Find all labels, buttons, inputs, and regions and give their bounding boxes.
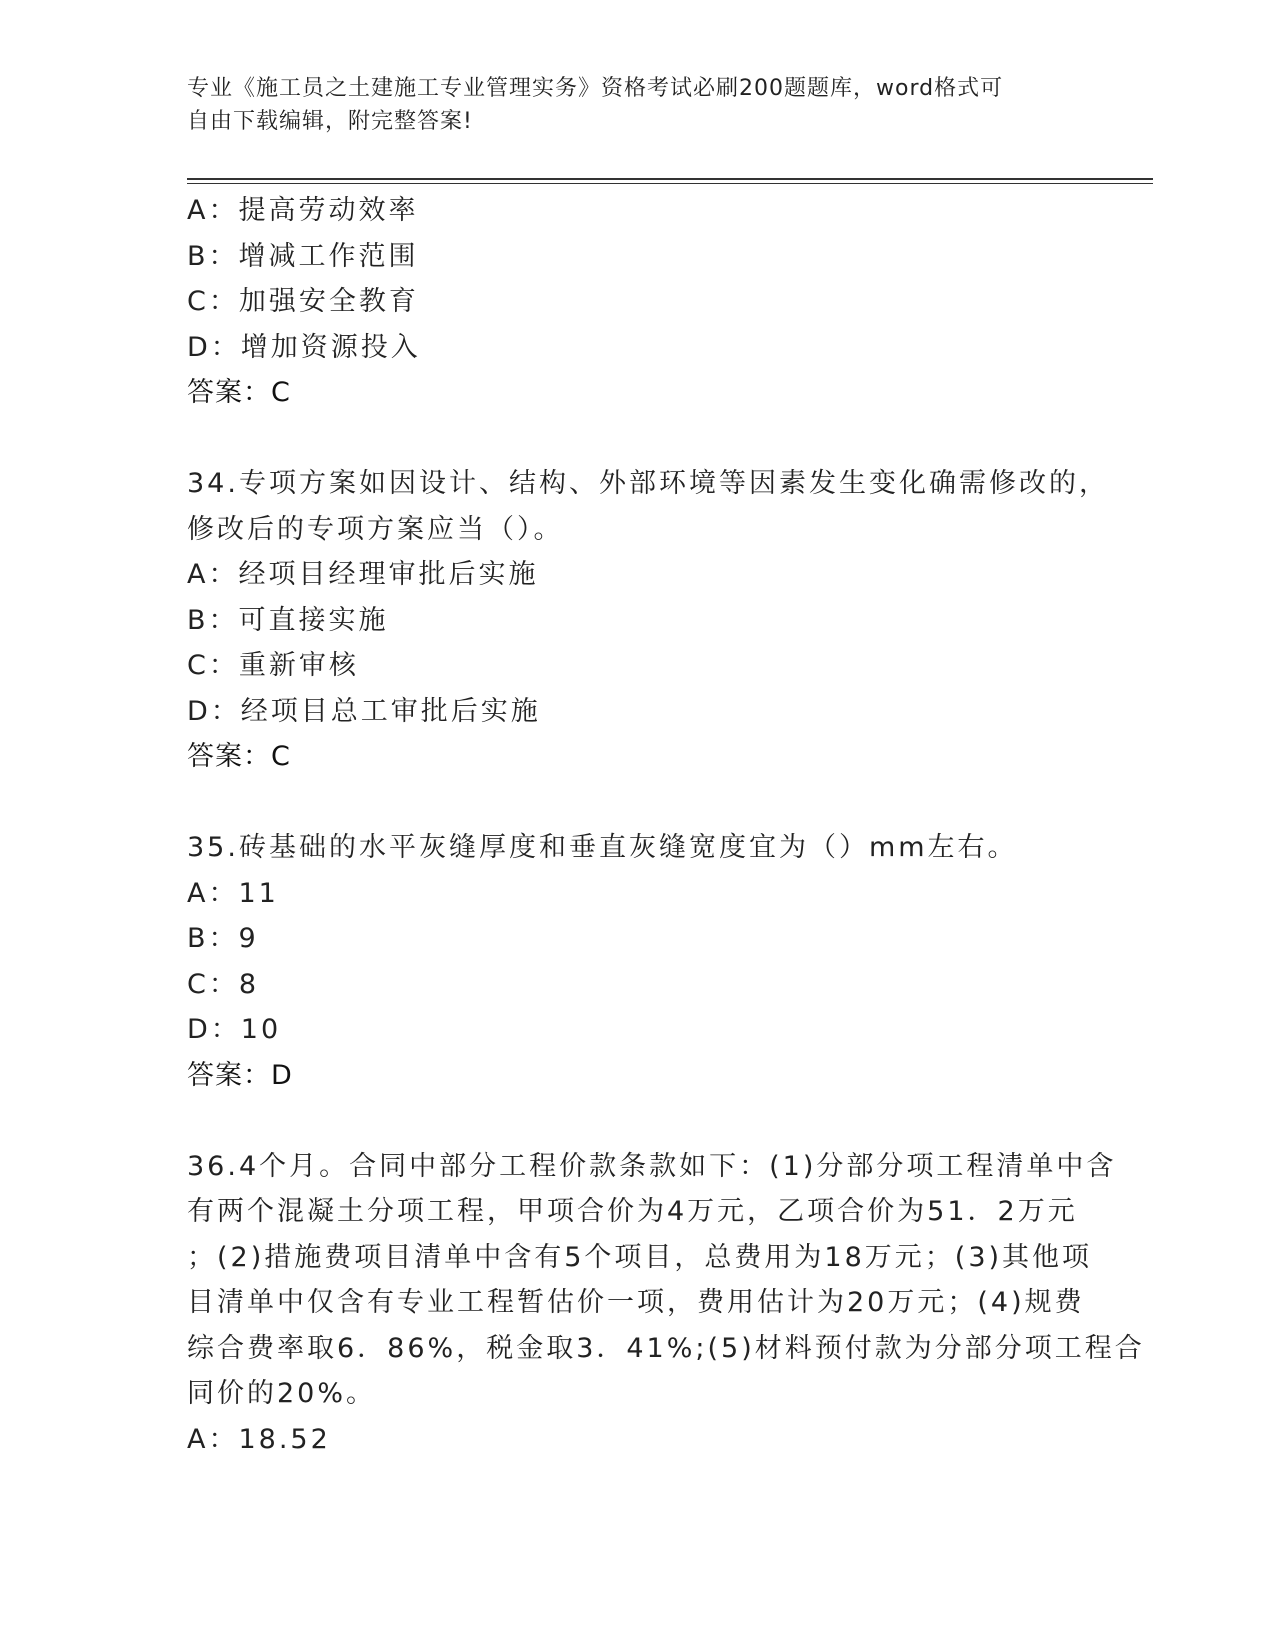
option-c: C：加强安全教育 [187, 286, 419, 317]
answer-label: 答案：C [187, 377, 291, 408]
option-a: A：经项目经理审批后实施 [187, 559, 539, 590]
option-a: A：提高劳动效率 [187, 195, 419, 226]
header-rule-thick [187, 178, 1153, 180]
question-stem-line: 综合费率取6．86%，税金取3．41%;(5)材料预付款为分部分项工程合 [187, 1332, 1145, 1364]
answer-label: 答案：C [187, 741, 291, 772]
option-b: B：增减工作范围 [187, 240, 419, 272]
header-title-line-1: 专业《施工员之土建施工专业管理实务》资格考试必刷200题题库，word格式可 [187, 76, 1004, 101]
question-34 [187, 461, 1109, 780]
question-stem-line: 35.砖基础的水平灰缝厚度和垂直灰缝宽度宜为（）mm左右。 [187, 832, 1018, 863]
spacer [187, 780, 1087, 826]
header-title-line-2: 自由下载编辑，附完整答案! [187, 109, 473, 134]
spacer [187, 416, 1087, 462]
header-rule-thin [187, 183, 1153, 184]
question-stem-line: 有两个混凝土分项工程，甲项合价为4万元，乙项合价为51．2万元 [187, 1196, 1078, 1227]
question-stem-line: 同价的20%。 [187, 1378, 377, 1409]
question-35 [187, 825, 1087, 1098]
document-header [187, 72, 1087, 138]
question-stem-line: 36.4个月。合同中部分工程价款条款如下：(1)分部分项工程清单中含 [187, 1150, 1117, 1182]
answer-label: 答案：D [187, 1059, 293, 1091]
question-stem-line: 修改后的专项方案应当（）。 [187, 513, 564, 545]
question-stem-line: 目清单中仅含有专业工程暂估价一项，费用估计为20万元；(4)规费 [187, 1287, 1085, 1318]
question-stem-line: ；(2)措施费项目清单中含有5个项目，总费用为18万元；(3)其他项 [187, 1241, 1093, 1273]
option-a: A：11 [187, 877, 279, 909]
option-d: D：10 [187, 1014, 282, 1045]
question-36 [187, 1144, 1145, 1463]
option-d: D：经项目总工审批后实施 [187, 695, 541, 727]
question-33 [187, 188, 1087, 416]
option-c: C：重新审核 [187, 650, 359, 681]
question-list [187, 188, 1145, 1462]
spacer [187, 1098, 1087, 1144]
option-a: A：18.52 [187, 1423, 331, 1455]
option-b: B：9 [187, 923, 259, 954]
option-d: D：增加资源投入 [187, 331, 421, 363]
question-stem-line: 34.专项方案如因设计、结构、外部环境等因素发生变化确需修改的， [187, 468, 1109, 499]
option-c: C：8 [187, 968, 260, 1000]
option-b: B：可直接实施 [187, 604, 389, 636]
